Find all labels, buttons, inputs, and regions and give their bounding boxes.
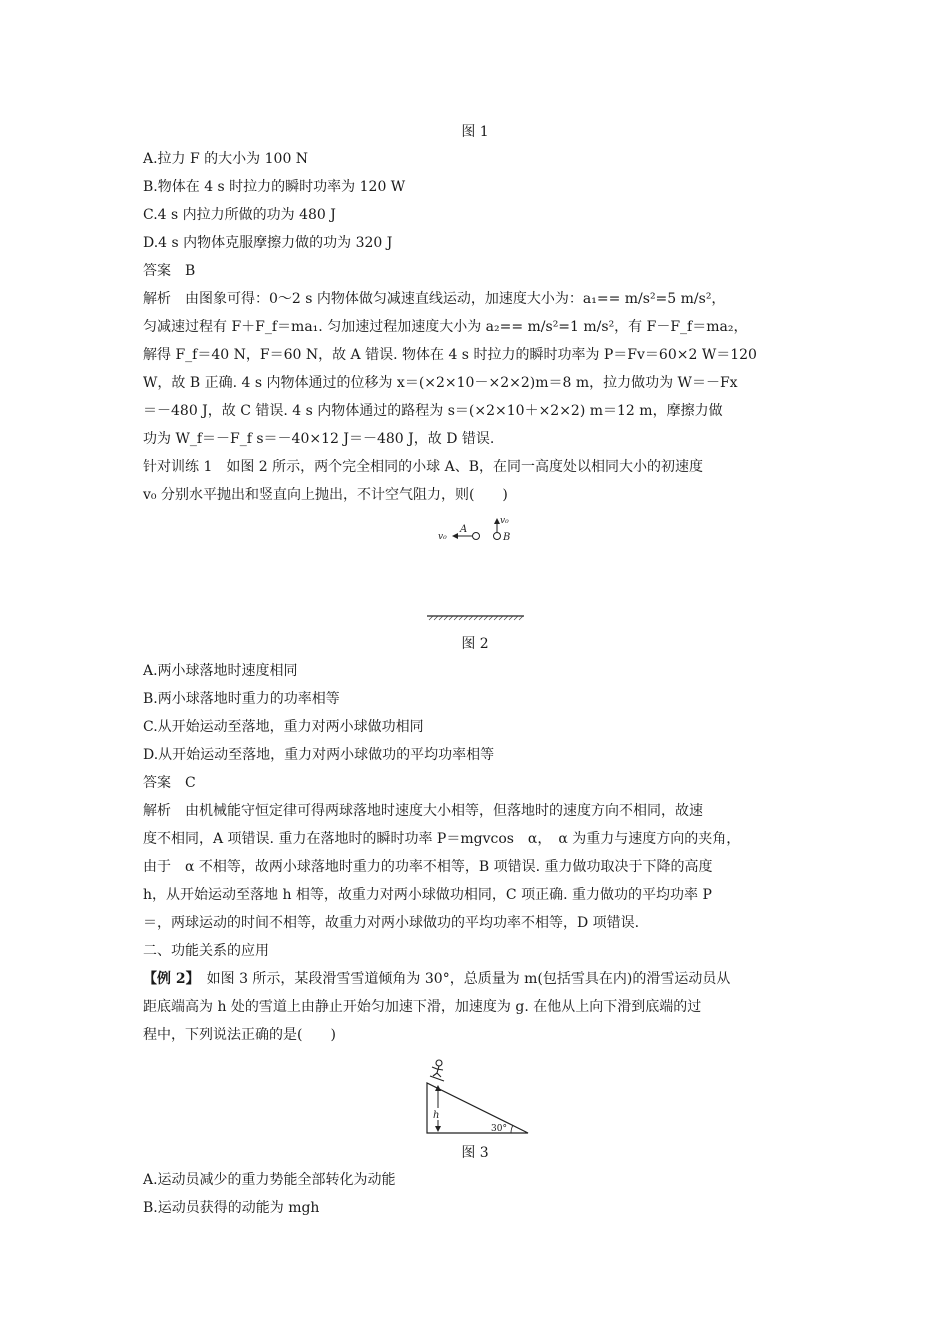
- ball-b: [494, 533, 501, 540]
- practice-analysis-line: ＝，两球运动的时间不相等，故重力对两小球做功的平均功率不相等，D 项错误.: [143, 915, 640, 931]
- q1-analysis-line: 功为 W_f＝－F_f s＝－40×12 J＝－480 J，故 D 错误.: [143, 431, 495, 447]
- example-2-tag: 【例 2】: [143, 971, 193, 987]
- ball-a-label: A: [460, 524, 468, 535]
- practice-answer: 答案 C: [143, 775, 196, 791]
- practice-question-line: v₀ 分别水平抛出和竖直向上抛出，不计空气阻力，则( ): [143, 487, 508, 503]
- q1-analysis-line: 解析 由图象可得：0～2 s 内物体做匀减速直线运动，加速度大小为：a₁== m/s²=5 m/s²，: [143, 291, 726, 307]
- q1-option-a: A.拉力 F 的大小为 100 N: [143, 151, 309, 167]
- example-2-text: 如图 3 所示，某段滑雪雪道倾角为 30°，总质量为 m(包括雪具在内)的滑雪运动员从: [192, 971, 731, 987]
- q1-analysis-line: 解得 F_f＝40 N，F＝60 N，故 A 错误. 物体在 4 s 时拉力的瞬时功率为 P＝Fv＝60×2 W＝120: [143, 347, 757, 363]
- q1-answer: 答案 B: [143, 263, 196, 279]
- example-2-option-a: A.运动员减少的重力势能全部转化为动能: [143, 1172, 396, 1188]
- practice-option-b: B.两小球落地时重力的功率相等: [143, 691, 340, 707]
- practice-option-a: A.两小球落地时速度相同: [143, 663, 298, 679]
- example-2-line: 距底端高为 h 处的雪道上由静止开始匀加速下滑，加速度为 g. 在他从上向下滑到底端的过: [143, 999, 702, 1015]
- practice-analysis-line: 解析 由机械能守恒定律可得两球落地时速度大小相等，但落地时的速度方向不相同，故速: [143, 803, 703, 819]
- q1-option-b: B.物体在 4 s 时拉力的瞬时功率为 120 W: [143, 179, 406, 195]
- q1-option-d: D.4 s 内物体克服摩擦力做的功为 320 J: [143, 235, 393, 251]
- ball-a: [473, 533, 480, 540]
- figure-3-caption: 图 3: [461, 1145, 489, 1161]
- example-2-option-b: B.运动员获得的动能为 mgh: [143, 1200, 320, 1216]
- height-label: h: [433, 1110, 440, 1121]
- practice-option-c: C.从开始运动至落地，重力对两小球做功相同: [143, 719, 424, 735]
- q1-analysis-line: W，故 B 正确. 4 s 内物体通过的位移为 x＝(×2×10－×2×2)m＝8 m，拉力做功为 W＝－Fx: [143, 375, 738, 391]
- figure-3-diagram: [415, 1050, 545, 1140]
- figure-1-caption: 图 1: [461, 124, 489, 140]
- q1-analysis-line: 匀减速过程有 F＋F_f＝ma₁. 匀加速过程加速度大小为 a₂== m/s²=1 m/s²，有 F－F_f＝ma₂，: [143, 319, 748, 335]
- practice-analysis-line: 度不相同，A 项错误. 重力在落地时的瞬时功率 P＝mgvcos α， α 为重力与速度方向的夹角，: [143, 831, 741, 847]
- example-2-line-1: [143, 969, 730, 989]
- q1-option-c: C.4 s 内拉力所做的功为 480 J: [143, 207, 336, 223]
- angle-label: 30°: [491, 1124, 507, 1134]
- practice-analysis-line: h，从开始运动至落地 h 相等，故重力对两小球做功相同，C 项正确. 重力做功的平均功率 P: [143, 887, 712, 903]
- angle-arc: [511, 1125, 513, 1133]
- practice-question-line: 针对训练 1 如图 2 所示，两个完全相同的小球 A、B，在同一高度处以相同大小的初速度: [143, 459, 704, 475]
- figure-2-caption: 图 2: [461, 636, 489, 652]
- practice-analysis-line: 由于 α 不相等，故两小球落地时重力的功率不相等，B 项错误. 重力做功取决于下降的高度: [143, 859, 713, 875]
- figure-2-diagram: [420, 510, 540, 630]
- v0-up-label: v₀: [500, 516, 509, 526]
- example-2-line: 程中，下列说法正确的是( ): [143, 1027, 336, 1043]
- practice-option-d: D.从开始运动至落地，重力对两小球做功的平均功率相等: [143, 747, 495, 763]
- ball-b-label: B: [503, 532, 511, 543]
- section-title: 二、功能关系的应用: [143, 943, 269, 959]
- q1-analysis-line: ＝－480 J，故 C 错误. 4 s 内物体通过的路程为 s＝(×2×10＋×2×2) m＝12 m，摩擦力做: [143, 403, 723, 419]
- v0-left-label: v₀: [438, 532, 447, 542]
- skier-figure: [430, 1060, 444, 1081]
